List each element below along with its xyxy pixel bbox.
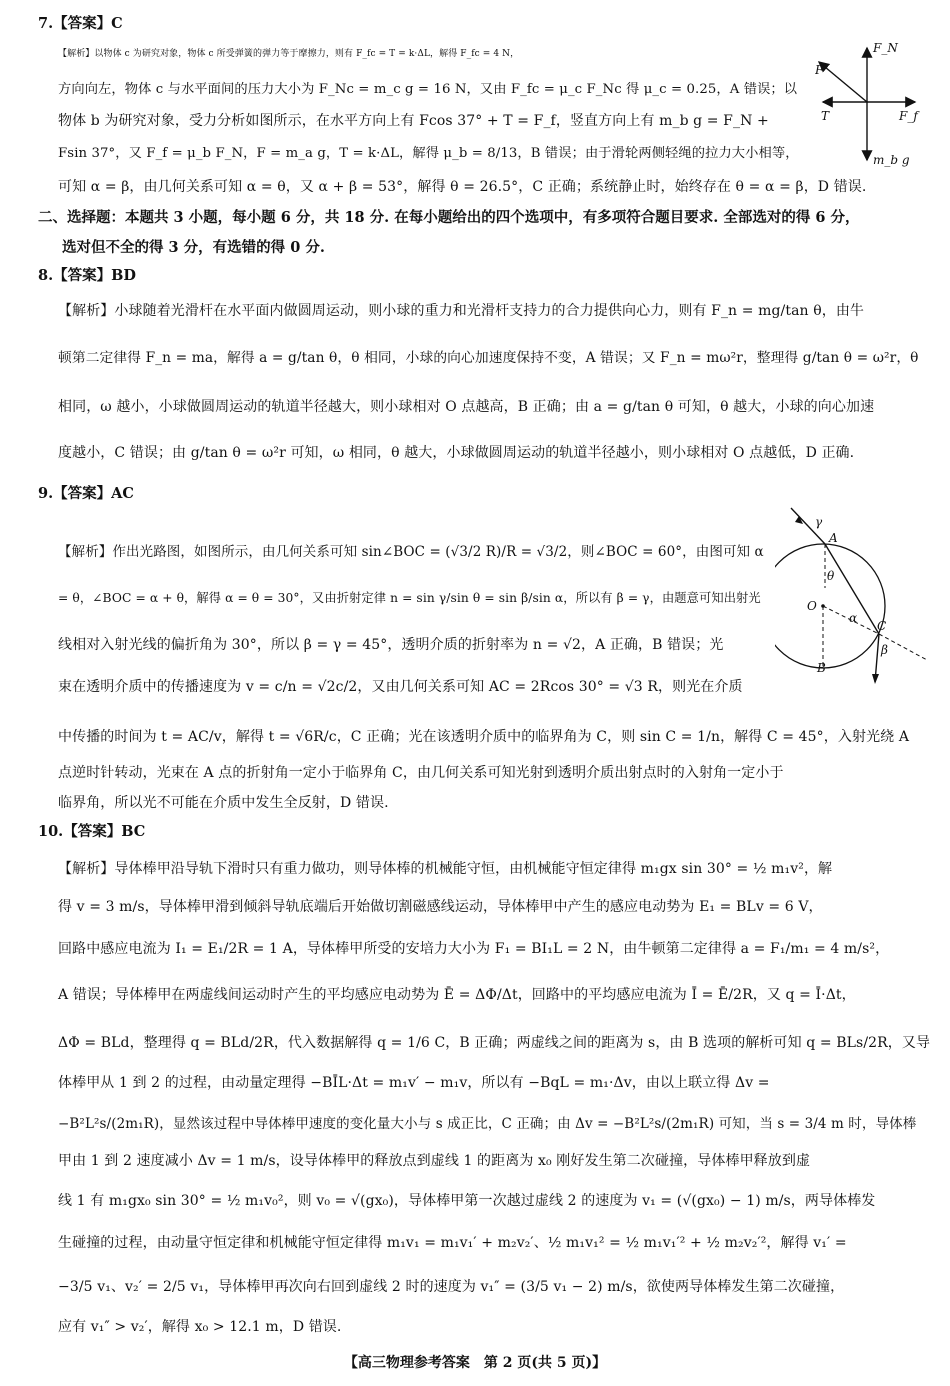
label-beta: β bbox=[881, 643, 888, 657]
q10-line-11: −3/5 v₁、v₂′ = 2/5 v₁，导体棒甲再次向右回到虚线 2 时的速度为 v₁″ = (3/5 v₁ − 2) m/s，欲使两导体棒发生第二次碰撞， bbox=[58, 1279, 845, 1295]
q8-line-2: 顿第二定律得 F_n = ma，解得 a = g/tan θ，θ 相同，小球的向心加速度保持不变，A 错误；又 F_n = mω²r，整理得 g/tan θ = ω²r，θ bbox=[58, 350, 919, 366]
q8-line-1: 【解析】小球随着光滑杆在水平面内做圆周运动，则小球的重力和光滑杆支持力的合力提供向心力，则有 F_n = mg/tan θ，由牛 bbox=[58, 303, 865, 319]
label-O: O bbox=[807, 599, 817, 613]
q9-line-2: = θ，∠BOC = α + θ，解得 α = θ = 30°，又由折射定律 n = sin γ/sin θ = sin β/sin α，所以有 β = γ，由题意可知出射光 bbox=[58, 591, 761, 605]
q9-line-7: 临界角，所以光不可能在介质中发生全反射，D 错误. bbox=[58, 795, 389, 811]
q7-line-4: Fsin 37°，又 F_f = μ_b F_N，F = m_a g，T = k·ΔL，解得 μ_b = 8/13，B 错误；由于滑轮两侧轻绳的拉力大小相等， bbox=[58, 146, 799, 161]
section-2-line-2: 选对但不全的得 3 分，有选错的得 0 分. bbox=[62, 239, 325, 256]
q7-line-5: 可知 α = β，由几何关系可知 α = θ，又 α + β = 53°，解得 θ = 26.5°，C 正确；系统静止时，始终存在 θ = α = β，D 错误. bbox=[58, 179, 867, 195]
q7-line-2: 方向向左，物体 c 与水平面间的压力大小为 F_Nc = m_c g = 16 N，又由 F_fc = μ_c F_Nc 得 μ_c = 0.25，A 错误；以 bbox=[58, 82, 798, 97]
page-footer: 【高三物理参考答案 第 2 页(共 5 页)】 bbox=[343, 1355, 607, 1371]
label-FN: F_N bbox=[873, 41, 898, 55]
label-mbg: m_b g bbox=[873, 153, 910, 167]
q9-heading: 9.【答案】AC bbox=[38, 485, 134, 502]
q7-line-1: 【解析】以物体 c 为研究对象，物体 c 所受弹簧的弹力等于摩擦力，则有 F_fc = T = k·ΔL，解得 F_fc = 4 N， bbox=[58, 49, 520, 59]
pull-force-arrow bbox=[819, 62, 867, 102]
q10-line-2: 得 v = 3 m/s，导体棒甲滑到倾斜导轨底端后开始做切割磁感线运动，导体棒甲中产生的感应电动势为 E₁ = BLv = 6 V， bbox=[58, 899, 823, 915]
q10-line-8: 甲由 1 到 2 速度减小 Δv = 1 m/s，设导体棒甲的释放点到虚线 1 的距离为 x₀ 刚好发生第二次碰撞，导体棒甲释放到虚 bbox=[58, 1153, 811, 1169]
optics-diagram bbox=[775, 498, 935, 688]
medium-circle bbox=[775, 544, 885, 668]
q10-line-4: A 错误；导体棒甲在两虚线间运动时产生的平均感应电动势为 Ē = ΔΦ/Δt，回路中的平均感应电流为 Ī = Ē/2R，又 q = Ī·Δt， bbox=[58, 987, 856, 1003]
q8-heading: 8.【答案】BD bbox=[38, 267, 136, 284]
label-alpha: α bbox=[849, 611, 858, 625]
q7-line-3: 物体 b 为研究对象，受力分析如图所示，在水平方向上有 Fcos 37° + T = F_f，竖直方向上有 m_b g = F_N + bbox=[58, 113, 769, 129]
q10-line-1: 【解析】导体棒甲沿导轨下滑时只有重力做功，则导体棒的机械能守恒，由机械能守恒定律得 m₁gx sin 30° = ½ m₁v²，解 bbox=[58, 861, 833, 877]
label-gamma: γ bbox=[815, 515, 823, 529]
exit-ray-arrow bbox=[872, 674, 879, 684]
q10-line-9: 线 1 有 m₁gx₀ sin 30° = ½ m₁v₀²，则 v₀ = √(gx₀)，导体棒甲第一次越过虚线 2 的速度为 v₁ = (√(gx₀) − 1) m/s，两导体棒发 bbox=[58, 1193, 876, 1209]
label-T: T bbox=[821, 109, 830, 123]
q8-line-4: 度越小，C 错误；由 g/tan θ = ω²r 可知，ω 相同，θ 越大，小球做圆周运动的轨道半径越小，则小球相对 O 点越低，D 正确. bbox=[58, 445, 855, 461]
q9-line-4: 束在透明介质中的传播速度为 v = c/n = √2c/2，又由几何关系可知 AC = 2Rcos 30° = √3 R，则光在介质 bbox=[58, 679, 743, 695]
label-Ff: F_f bbox=[899, 109, 918, 123]
q10-line-10: 生碰撞的过程，由动量守恒定律和机械能守恒定律得 m₁v₁ = m₁v₁′ + m₂v₂′、½ m₁v₁² = ½ m₁v₁′² + ½ m₂v₂′²，解得 v₁′ = bbox=[58, 1235, 847, 1251]
q9-line-1: 【解析】作出光路图，如图所示，由几何关系可知 sin∠BOC = (√3/2 R)/R = √3/2，则∠BOC = 60°，由图可知 α bbox=[58, 544, 764, 560]
q9-line-6: 点逆时针转动，光束在 A 点的折射角一定小于临界角 C，由几何关系可知光射到透明介质出射点时的入射角一定小于 bbox=[58, 765, 784, 781]
label-A: A bbox=[829, 531, 838, 545]
q10-heading: 10.【答案】BC bbox=[38, 823, 146, 840]
q9-line-3: 线相对入射光线的偏折角为 30°，所以 β = γ = 45°，透明介质的折射率为 n = √2，A 正确，B 错误；光 bbox=[58, 637, 724, 653]
q10-line-6: 体棒甲从 1 到 2 的过程，由动量定理得 −BĪL·Δt = m₁v′ − m₁v，所以有 −BqL = m₁·Δv，由以上联立得 Δv = bbox=[58, 1075, 770, 1091]
force-diagram bbox=[815, 40, 925, 170]
q10-line-3: 回路中感应电流为 I₁ = E₁/2R = 1 A，导体棒甲所受的安培力大小为 F₁ = BI₁L = 2 N，由牛顿第二定律得 a = F₁/m₁ = 4 m/s²， bbox=[58, 941, 890, 957]
q10-line-7: −B²L²s/(2m₁R)，显然该过程中导体棒甲速度的变化量大小与 s 成正比，C 正确；由 Δv = −B²L²s/(2m₁R) 可知，当 s = 3/4 m 时，导体棒 bbox=[58, 1116, 917, 1132]
q9-line-5: 中传播的时间为 t = AC/v，解得 t = √6R/c，C 正确；光在该透明介质中的临界角为 C，则 sin C = 1/n，解得 C = 45°，入射光绕 A bbox=[58, 729, 910, 745]
q7-heading: 7.【答案】C bbox=[38, 15, 123, 32]
label-B: B bbox=[817, 661, 826, 675]
q10-line-5: ΔΦ = BLd，整理得 q = BLd/2R，代入数据解得 q = 1/6 C，B 正确；两虚线之间的距离为 s，由 B 选项的解析可知 q = BLs/2R，又导 bbox=[58, 1035, 931, 1051]
q10-line-12: 应有 v₁″ > v₂′，解得 x₀ > 12.1 m，D 错误. bbox=[58, 1319, 342, 1335]
label-C: C bbox=[877, 619, 887, 633]
center-point-O bbox=[821, 604, 825, 608]
section-2-line-1: 二、选择题：本题共 3 小题，每小题 6 分，共 18 分. 在每小题给出的四个选项中，有多项符合题目要求. 全部选对的得 6 分， bbox=[38, 209, 860, 226]
q8-line-3: 相同，ω 越小，小球做圆周运动的轨道半径越大，则小球相对 O 点越高，B 正确；由 a = g/tan θ 可知，θ 越大，小球的向心加速 bbox=[58, 399, 875, 415]
label-theta: θ bbox=[827, 569, 835, 583]
label-F: F bbox=[815, 63, 824, 77]
